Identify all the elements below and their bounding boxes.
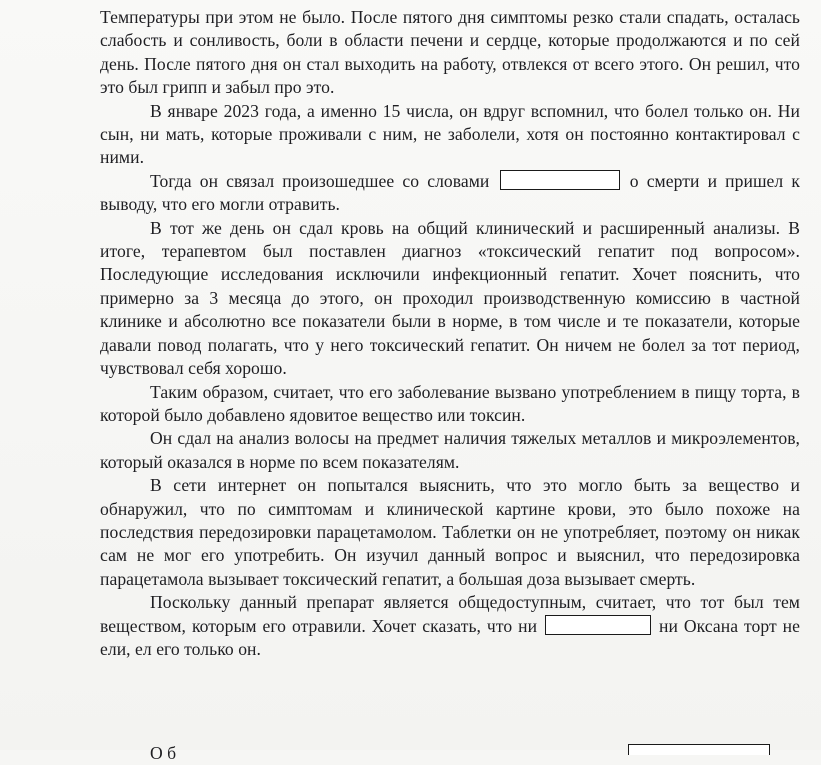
paragraph-4-text: В тот же день он сдал кровь на общий клинический и расширенный анализы. В итоге, терапевтом был поставлен диагноз «токсический гепатит под вопросом». Последующие исследования исключили инфекционный гепатит. Хочет пояснить, что примерно за 3 месяца до этого, он проходил производственную комиссию в частной клинике и абсолютно все показатели были в норме, в том числе и те показатели, которые давали повод полагать, что у него токсический гепатит. Он ничем не болел за тот период, чувствовал себя хорошо. xyxy=(100,217,800,379)
redaction-box xyxy=(500,170,620,190)
paragraph-8-text-a: Поскольку данный препарат является общедоступным, считает, что тот был тем веществом, которым его отравили. Хочет сказать, что ни xyxy=(100,592,800,636)
document-body xyxy=(100,6,800,661)
paragraph-3-text-b: о смерти и пришел к выводу, что его могли отравить. xyxy=(100,170,800,215)
paragraph-7-text: В сети интернет он попытался выяснить, что это могло быть за вещество и обнаружил, что по симптомам и клинической картине крови, это было похоже на последствия передозировки парацетамолом. Таблетки он не употребляет, поэтому он никак сам не мог его употребить. Он изучил данный вопрос и выяснил, что передозировка парацетамола вызывает токсический гепатит, а большая доза вызывает смерть. xyxy=(100,475,800,589)
paragraph-8 xyxy=(100,591,800,661)
paragraph-3 xyxy=(100,170,800,217)
paragraph-7 xyxy=(100,474,800,591)
redaction-box xyxy=(628,744,770,755)
paragraph-2 xyxy=(100,100,800,170)
paragraph-6 xyxy=(100,427,800,474)
cut-off-line-text: О б xyxy=(150,743,177,763)
paragraph-8-text-b: ни Оксана торт не ели, ел его только он. xyxy=(100,615,801,659)
paragraph-1-text: Температуры при этом не было. После пятого дня симптомы резко стали спадать, осталась слабость и сонливость, боли в области печени и сердце, которые продолжаются и по сей день. После пятого дня он стал выходить на работу, отвлекся от всего этого. Он решил, что это был грипп и забыл про это. xyxy=(100,7,800,98)
paragraph-4 xyxy=(100,217,800,381)
paragraph-5-text: Таким образом, считает, что его заболевание вызвано употреблением в пищу торта, в которой было добавлено ядовитое вещество или токсин. xyxy=(100,381,800,425)
redaction-box xyxy=(545,615,651,635)
paragraph-3-text-a: Тогда он связал произошедшее со словами xyxy=(150,170,490,191)
paragraph-2-text: В январе 2023 года, а именно 15 числа, он вдруг вспомнил, что болел только он. Ни сын, ни мать, которые проживали с ним, не заболели, хотя он постоянно контактировал с ними. xyxy=(100,100,800,168)
paragraph-5 xyxy=(100,381,800,428)
paragraph-6-text: Он сдал на анализ волосы на предмет наличия тяжелых металлов и микроэлементов, который оказался в норме по всем показателям. xyxy=(100,428,800,472)
paragraph-1 xyxy=(100,6,800,100)
